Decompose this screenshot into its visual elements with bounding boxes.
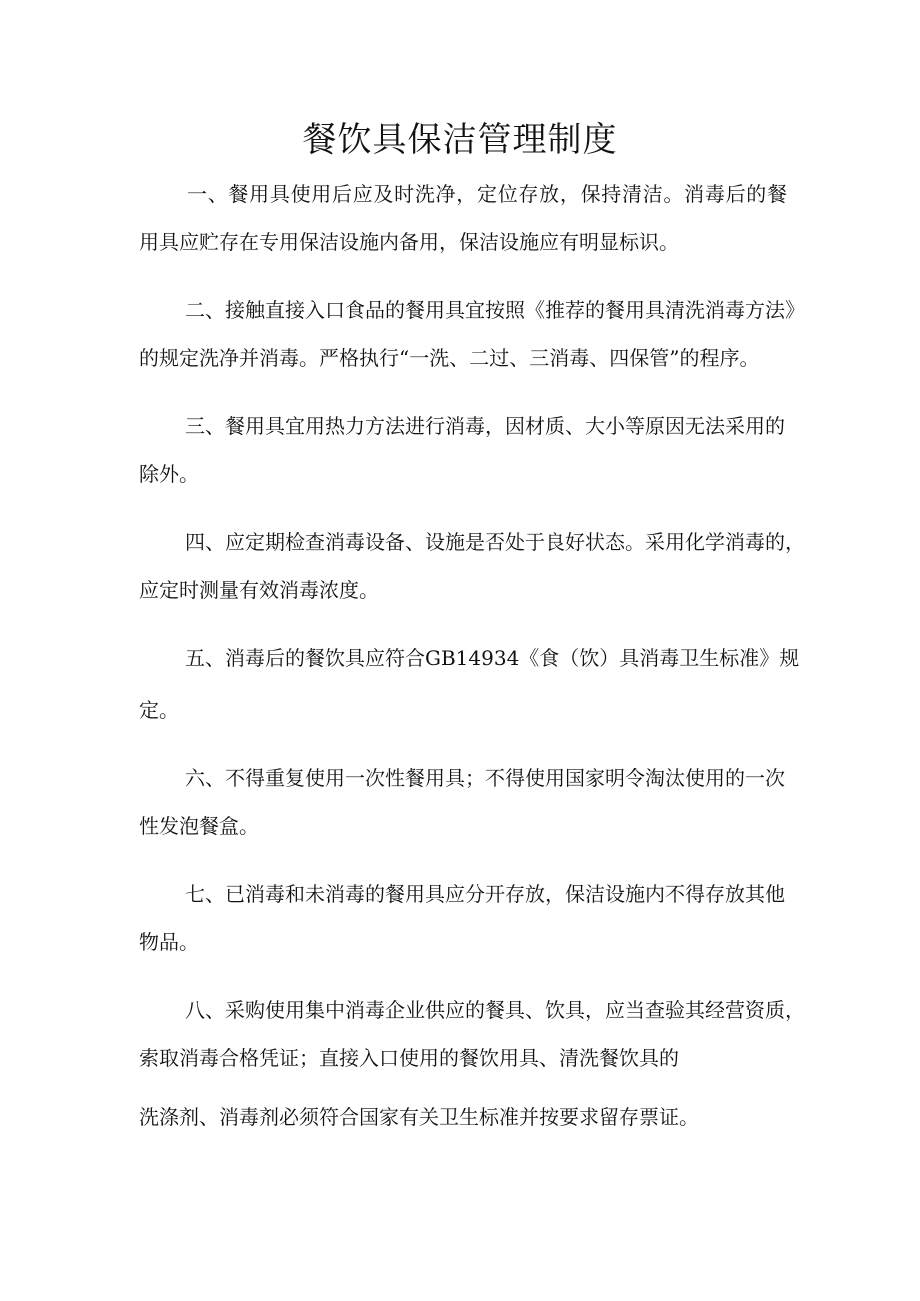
paragraph-8-line-3: 洗涤剂、消毒剂必须符合国家有关卫生标准并按要求留存票证。: [139, 1105, 699, 1129]
paragraph-2-line-2: 的规定洗净并消毒。严格执行“一洗、二过、三消毒、四保管”的程序。: [139, 346, 760, 370]
paragraph-3-line-1: 三、餐用具宜用热力方法进行消毒，因材质、大小等原因无法采用的: [185, 414, 785, 438]
paragraph-1-line-1: 一、餐用具使用后应及时洗净，定位存放，保持清洁。消毒后的餐: [187, 182, 787, 206]
paragraph-8-line-1: 八、采购使用集中消毒企业供应的餐具、饮具，应当查验其经营资质，: [185, 998, 805, 1022]
paragraph-5-line-2: 定。: [139, 698, 179, 722]
paragraph-4-line-1: 四、应定期检查消毒设备、设施是否处于良好状态。采用化学消毒的，: [185, 530, 805, 554]
paragraph-6-line-1: 六、不得重复使用一次性餐用具；不得使用国家明令淘汰使用的一次: [185, 766, 785, 790]
paragraph-1-line-2: 用具应贮存在专用保洁设施内备用，保洁设施应有明显标识。: [139, 230, 679, 254]
paragraph-8-line-2: 索取消毒合格凭证；直接入口使用的餐饮用具、清洗餐饮具的: [139, 1046, 679, 1070]
paragraph-7-line-2: 物品。: [139, 930, 199, 954]
document-title: 餐饮具保洁管理制度: [302, 120, 618, 160]
paragraph-6-line-2: 性发泡餐盒。: [139, 814, 259, 838]
paragraph-7-line-1: 七、已消毒和未消毒的餐用具应分开存放，保洁设施内不得存放其他: [185, 882, 785, 906]
paragraph-4-line-2: 应定时测量有效消毒浓度。: [139, 578, 379, 602]
paragraph-3-line-2: 除外。: [139, 462, 199, 486]
paragraph-5-line-1: 五、消毒后的餐饮具应符合GB14934《食（饮）具消毒卫生标准》规: [185, 646, 800, 670]
paragraph-2-line-1: 二、接触直接入口食品的餐用具宜按照《推荐的餐用具清洗消毒方法》: [185, 298, 805, 322]
